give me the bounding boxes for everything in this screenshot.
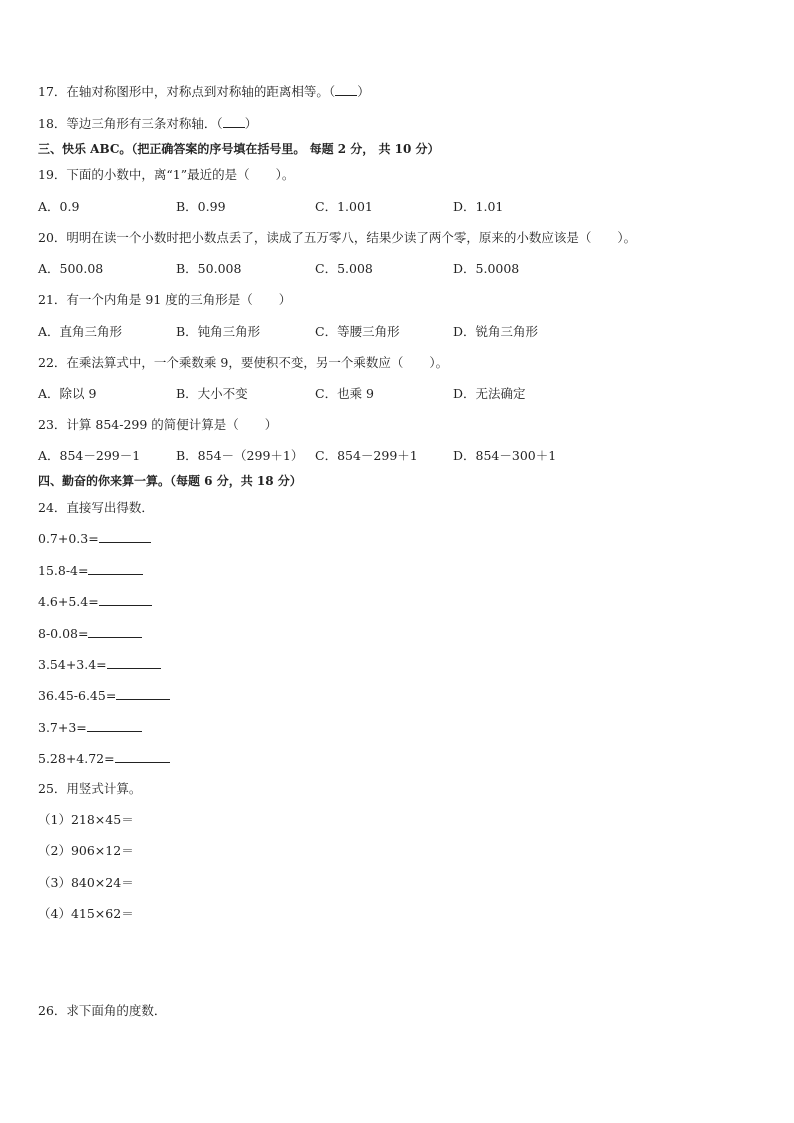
option-b[interactable]: B．50.008 (176, 261, 242, 276)
question-number: 26． (38, 1003, 67, 1018)
question-text: 直接写出得数． (66, 500, 154, 515)
option-d[interactable]: D．无法确定 (453, 386, 526, 401)
question-text: 有一个内角是 91 度的三角形是（ (66, 292, 253, 307)
calc-item: 3.7+3= (38, 720, 142, 736)
answer-blank[interactable] (335, 84, 357, 96)
option-c[interactable]: C．1.001 (315, 199, 373, 214)
question-number: 17． (38, 84, 67, 99)
question-text: 求下面角的度数． (66, 1003, 167, 1018)
vertical-calc-item: （2）906×12＝ (38, 843, 134, 858)
question-21-options (38, 324, 598, 340)
calc-item: 8-0.08= (38, 626, 142, 642)
answer-blank[interactable] (116, 688, 170, 700)
question-23: 23．计算 854-299 的简便计算是（ ） (38, 417, 278, 432)
option-c[interactable]: C．854－299＋1 (315, 448, 418, 463)
option-c[interactable]: C．5.008 (315, 261, 373, 276)
question-22: 22．在乘法算式中，一个乘数乘 9，要使积不变，另一个乘数应（ ）。 (38, 355, 449, 370)
option-a[interactable]: A．854－299－1 (38, 448, 141, 463)
question-18: 18．等边三角形有三条对称轴．（ ） (38, 116, 258, 131)
question-number: 22． (38, 355, 67, 370)
question-text: 明明在读一个小数时把小数点丢了，读成了五万零八，结果少读了两个零，原来的小数应该是（ (66, 230, 592, 245)
answer-blank[interactable] (88, 563, 143, 575)
question-21: 21．有一个内角是 91 度的三角形是（ ） (38, 292, 292, 307)
option-b[interactable]: B．钝角三角形 (176, 324, 261, 339)
question-number: 18． (38, 116, 67, 131)
vertical-calc-item: （4）415×62＝ (38, 906, 134, 921)
question-text: 下面的小数中，离“1”最近的是（ (66, 167, 250, 182)
answer-blank[interactable] (107, 657, 161, 669)
question-20: 20．明明在读一个小数时把小数点丢了，读成了五万零八，结果少读了两个零，原来的小数应该是（ ）。 (38, 230, 637, 245)
question-text: 等边三角形有三条对称轴． (66, 116, 217, 131)
question-text: 在乘法算式中，一个乘数乘 9，要使积不变，另一个乘数应（ (66, 355, 404, 370)
question-text: 用竖式计算。 (66, 781, 142, 796)
option-d[interactable]: D．854－300＋1 (453, 448, 557, 463)
question-text: 计算 854-299 的简便计算是（ (66, 417, 239, 432)
question-19-options (38, 199, 598, 215)
answer-blank[interactable] (99, 594, 152, 606)
answer-blank[interactable] (115, 751, 170, 763)
calc-item: 5.28+4.72= (38, 751, 170, 767)
answer-blank[interactable] (223, 116, 245, 128)
question-number: 21． (38, 292, 67, 307)
option-d[interactable]: D．1.01 (453, 199, 504, 214)
option-b[interactable]: B．0.99 (176, 199, 226, 214)
question-text: 在轴对称图形中，对称点到对称轴的距离相等。 (66, 84, 329, 99)
calc-item: 0.7+0.3= (38, 531, 151, 547)
calc-item: 36.45-6.45= (38, 688, 170, 704)
question-number: 23． (38, 417, 67, 432)
calc-item: 4.6+5.4= (38, 594, 152, 610)
calc-item: 3.54+3.4= (38, 657, 161, 673)
question-22-options (38, 386, 598, 402)
question-number: 19． (38, 167, 67, 182)
question-17: 17．在轴对称图形中，对称点到对称轴的距离相等。（ ） (38, 84, 370, 99)
question-26 (38, 1003, 166, 1019)
section-4-heading: 四、勤奋的你来算一算。（每题 6 分，共 18 分） (38, 474, 302, 488)
vertical-calc-item: （3）840×24＝ (38, 875, 134, 890)
vertical-calc-item: （1）218×45＝ (38, 812, 134, 827)
question-24 (38, 500, 154, 516)
option-a[interactable]: A．除以 9 (38, 386, 97, 401)
answer-blank[interactable] (99, 531, 151, 543)
option-a[interactable]: A．500.08 (38, 261, 104, 276)
question-25 (38, 781, 141, 797)
question-23-options (38, 448, 598, 464)
option-c[interactable]: C．等腰三角形 (315, 324, 400, 339)
option-b[interactable]: B．854－（299＋1） (176, 448, 304, 463)
question-number: 25． (38, 781, 67, 796)
question-number: 20． (38, 230, 67, 245)
option-c[interactable]: C．也乘 9 (315, 386, 374, 401)
question-number: 24． (38, 500, 67, 515)
option-d[interactable]: D．5.0008 (453, 261, 520, 276)
option-d[interactable]: D．锐角三角形 (453, 324, 539, 339)
option-b[interactable]: B．大小不变 (176, 386, 248, 401)
question-20-options (38, 261, 598, 277)
calc-item: 15.8-4= (38, 563, 143, 579)
answer-blank[interactable] (88, 626, 142, 638)
option-a[interactable]: A．直角三角形 (38, 324, 123, 339)
option-a[interactable]: A．0.9 (38, 199, 80, 214)
question-19: 19．下面的小数中，离“1”最近的是（ ）。 (38, 167, 295, 182)
answer-blank[interactable] (87, 720, 142, 732)
section-3-heading: 三、快乐 ABC。（把正确答案的序号填在括号里。 每题 2 分， 共 10 分） (38, 142, 440, 156)
